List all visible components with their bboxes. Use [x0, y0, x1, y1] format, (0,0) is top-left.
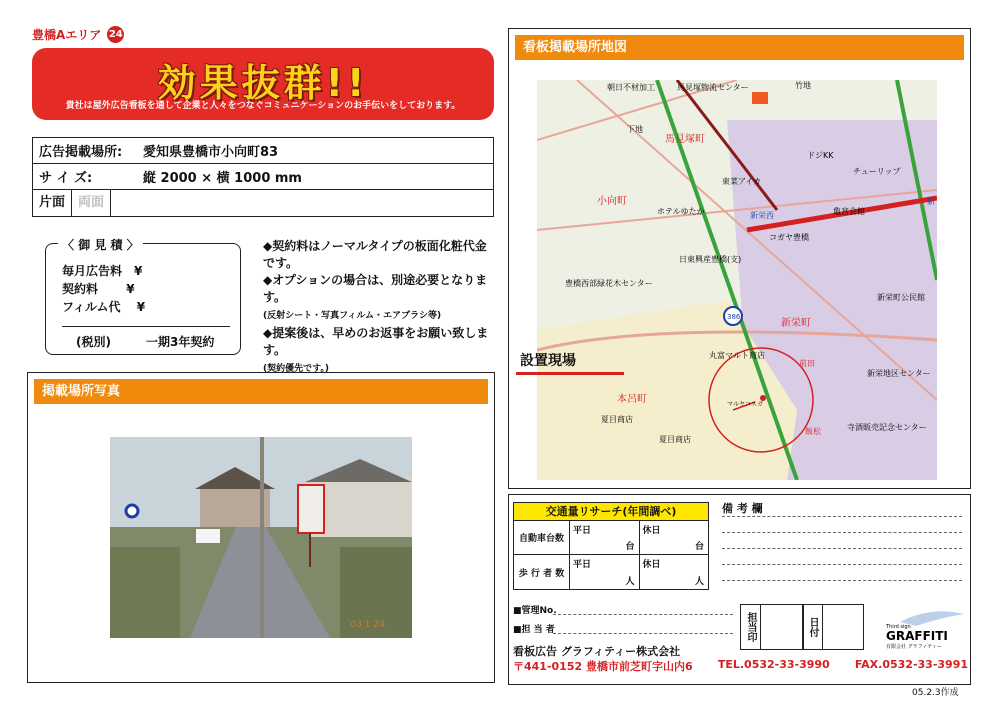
side-row [33, 190, 493, 216]
svg-text:馬見塚物流センター: 馬見塚物流センター [677, 83, 749, 92]
remarks-line [722, 580, 962, 581]
walk-holiday-cell: 休日 人 [642, 560, 704, 587]
headline-banner [32, 48, 494, 120]
stamp-box [740, 604, 864, 650]
svg-text:GRAFFITI: GRAFFITI [886, 629, 948, 643]
svg-text:夏目商店: 夏目商店 [601, 415, 633, 424]
info-table [32, 137, 494, 217]
size-row [33, 164, 493, 190]
notes [263, 238, 491, 378]
svg-text:新栄西: 新栄西 [750, 211, 774, 220]
svg-text:新栄町公民館: 新栄町公民館 [877, 293, 925, 302]
person-in-charge-line [553, 633, 733, 634]
contract-fee-line: 契約料 ¥ [62, 282, 135, 296]
traffic-row-cars [514, 521, 708, 555]
location-map [537, 80, 937, 480]
svg-text:386: 386 [727, 313, 741, 321]
remarks-line [722, 548, 962, 549]
monthly-fee-line: 毎月広告料 ¥ [62, 264, 143, 278]
pedestrian-count-label: 歩 行 者 数 [514, 555, 570, 589]
svg-text:小向町: 小向町 [597, 196, 627, 207]
area-title [32, 26, 124, 43]
contract-term: 一期3年契約 [146, 335, 215, 349]
svg-text:下地: 下地 [627, 125, 643, 134]
graffiti-logo [880, 608, 966, 652]
headline: 効果抜群!! [157, 61, 369, 105]
svg-text:チューリップ: チューリップ [853, 167, 901, 176]
svg-text:日東興産豊橋(支): 日東興産豊橋(支) [679, 255, 742, 264]
svg-text:夏目商店: 夏目商店 [659, 435, 691, 444]
remarks-line [722, 564, 962, 565]
location-map-image [537, 80, 937, 480]
remarks-title: 備 考 欄 [722, 502, 763, 515]
svg-text:丸富マルト商店: 丸富マルト商店 [709, 351, 765, 360]
svg-text:東菜アイカ: 東菜アイカ [722, 177, 762, 186]
car-count-label: 自動車台数 [514, 521, 570, 554]
location-value: 愛知県豊橋市小向町83 [143, 145, 279, 160]
svg-text:有限会社 グラフィティー: 有限会社 グラフィティー [886, 644, 942, 650]
tagline: 貴社は屋外広告看板を通して企業と人々をつなぐコミュニケーションのお手伝いをしております。 [65, 101, 461, 111]
site-label-underline [516, 372, 624, 375]
graffiti-logo-image [880, 608, 966, 652]
svg-text:ドジKK: ドジKK [807, 151, 834, 160]
estimate-rule [62, 326, 230, 327]
side-single: 片面 [33, 190, 72, 216]
date-label: 日付 [803, 605, 823, 649]
traffic-title: 交通量リサーチ(年間調べ) [514, 503, 708, 521]
remarks-line [722, 516, 962, 517]
site-photo [110, 437, 412, 638]
svg-text:飯松: 飯松 [805, 427, 821, 436]
map-panel-title: 看板掲載場所地図 [515, 35, 964, 60]
svg-text:竹地: 竹地 [795, 81, 811, 90]
tax-note: (税別) [76, 335, 111, 349]
svg-text:馬見塚町: 馬見塚町 [665, 134, 705, 145]
site-label: 設置現場 [520, 353, 576, 369]
company-tel: TEL.0532-33-3990 [717, 658, 830, 671]
site-photo-image [110, 437, 412, 638]
date-space [823, 605, 864, 649]
car-holiday-cell: 休日 台 [642, 526, 704, 552]
traffic-table [513, 502, 709, 590]
size-label: サ イ ズ: [39, 171, 93, 186]
svg-text:前田: 前田 [799, 359, 815, 368]
note-2-sub: (反射シート・写真フィルム・エアブラシ等) [263, 311, 442, 321]
location-row [33, 138, 493, 164]
traffic-row-pedestrians [514, 555, 708, 589]
company-fax: FAX.0532-33-3991 [854, 658, 968, 671]
svg-text:朝日不材加工: 朝日不材加工 [607, 83, 655, 92]
company-contact [513, 658, 968, 674]
photo-stamp: '03 1 24 [348, 620, 385, 630]
location-label: 広告掲載場所: [39, 145, 123, 160]
svg-text:コガヤ豊橋: コガヤ豊橋 [769, 233, 809, 242]
company-name: 看板広告 グラフィティー株式会社 [513, 645, 681, 658]
svg-text:新栄町: 新栄町 [781, 318, 811, 329]
svg-text:豊橋西部緑花木センター: 豊橋西部緑花木センター [565, 279, 653, 288]
walk-weekday-cell: 平日 人 [570, 555, 640, 589]
remarks-line [722, 532, 962, 533]
svg-text:亀宮会館: 亀宮会館 [833, 207, 865, 216]
note-2: ◆オプションの場合は、別途必要となります。 [263, 273, 488, 304]
area-number-badge: 24 [107, 26, 124, 43]
svg-text:マルヤコスガ: マルヤコスガ [727, 401, 764, 408]
company-address: 〒441-0152 豊橋市前芝町字山内6 [513, 660, 693, 673]
stamp-space [761, 605, 803, 649]
note-3-sub: (契約優先です。) [263, 364, 330, 374]
car-weekday-cell: 平日 台 [570, 521, 640, 554]
manager-no-line [553, 614, 733, 615]
svg-text:ホテルゆたか: ホテルゆたか [657, 207, 705, 216]
note-1: ◆契約料はノーマルタイプの板面化粧代金です。 [263, 239, 487, 270]
photo-panel-title: 掲載場所写真 [34, 379, 488, 404]
film-fee-line: フィルム代 ¥ [62, 300, 146, 314]
svg-text:新栄地区センター: 新栄地区センター [867, 369, 931, 378]
note-3: ◆提案後は、早めのお返事をお願い致します。 [263, 326, 489, 357]
created-date: 05.2.3作成 [912, 688, 959, 698]
manager-no-label: ■管理No. [513, 606, 557, 616]
side-double: 両面 [72, 190, 111, 216]
svg-text:寺酒販売記念センター: 寺酒販売記念センター [847, 423, 927, 432]
svg-text:Third sign: Third sign [886, 624, 911, 630]
area-label: 豊橋Aエリア [32, 28, 102, 42]
estimate-title: 〈 御 見 積 〉 [58, 236, 143, 253]
size-value: 縦 2000 × 横 1000 mm [143, 171, 302, 186]
svg-text:本呂町: 本呂町 [617, 394, 647, 405]
person-in-charge-label: ■担 当 者 [513, 625, 555, 635]
svg-text:新: 新 [927, 197, 935, 206]
stamp-label: 担当印 [741, 605, 761, 649]
